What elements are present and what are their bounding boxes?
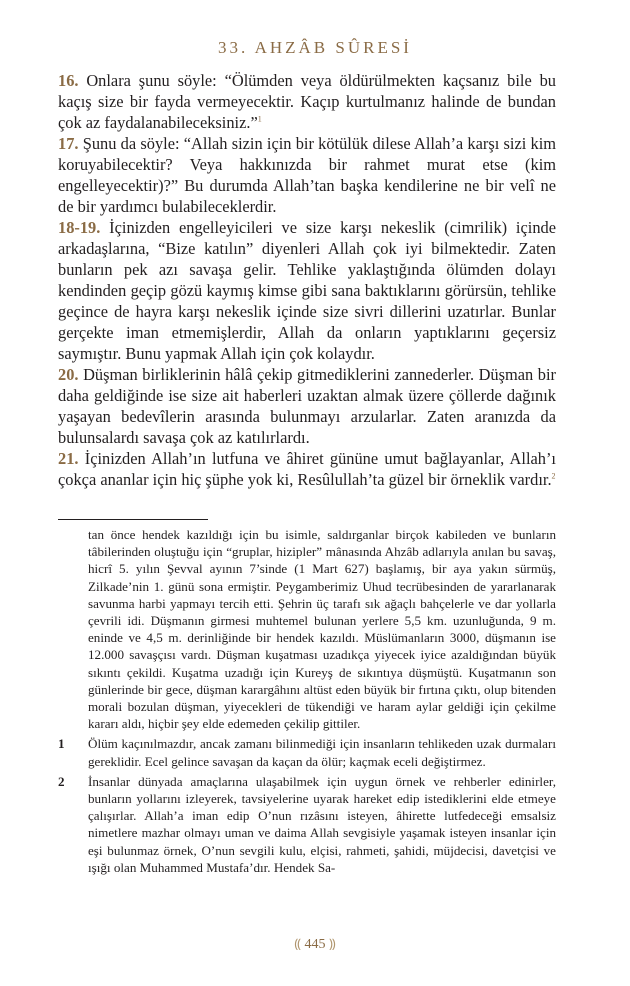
footnote-divider: [58, 519, 208, 520]
page-footer: [0, 934, 630, 953]
footnote-ref[interactable]: 2: [551, 471, 556, 481]
verse-20: [58, 364, 556, 448]
footnote-number: 1: [58, 736, 65, 752]
running-header: 33. AHZÂB SÛRESİ: [218, 38, 412, 57]
verse-16: [58, 70, 556, 133]
ornament-left-icon: ⸨: [294, 936, 301, 951]
verse-number: 18-19.: [58, 218, 101, 237]
verse-number: 20.: [58, 365, 79, 384]
verse-text: İçinizden engelleyicileri ve size karşı nekeslik (cimrilik) içinde arkadaşlarına, “Bize katılın” diyenleri Allah çok iyi bilmektedir. Zaten bunların pek azı savaşa gelir. Tehlike yaklaştığında ölümden dolayı kendinden geçip gözü kaymış kimse gibi sana baktıklarını görürsün, tehlike geçince de hayra karşı nekeslik içinde size sivri dillerini uzatırlar. Bunlar gerçekte iman etmemişlerdir, Allah da onların yaptıklarını geçersiz saymıştır. Bunu yapmak Allah için çok kolaydır.: [58, 218, 556, 363]
footnote-number: 2: [58, 773, 65, 789]
footnote-2: [58, 773, 556, 876]
ornament-right-icon: ⸩: [329, 936, 336, 951]
footnote-1: [58, 735, 556, 769]
footnotes: [58, 526, 556, 876]
footnote-text: Ölüm kaçınılmazdır, ancak zamanı bilinmediği için insanların tehlikeden uzak durmaları gereklidir. Ecel gelince savaşan da kaçan da ölür; kaçmak eceli değiştirmez.: [88, 736, 556, 769]
verse-text: Düşman birliklerinin hâlâ çekip gitmediklerini zannederler. Düşman bir daha geldiğinde ise size ait haberleri uzaktan almak üzere çöllerde dağınık yaşayan bedevîlerin arasında bulunmayı arzularlar. Zaten aranızda da bulunsalardı savaşa çok az katılırlardı.: [58, 365, 556, 447]
verse-number: 17.: [58, 134, 79, 153]
verse-number: 21.: [58, 449, 79, 468]
verse-text: Şunu da söyle: “Allah sizin için bir kötülük dilese Allah’a karşı sizi kim koruyabilecektir? Veya hakkınızda bir rahmet murat etse (kim engelleyecektir)?” Bu durumda Allah’tan başka kendilerine ne bir velî ne de bir yardımcı bulabileceklerdir.: [58, 134, 557, 216]
verse-21: [58, 448, 556, 490]
footnote-text: İnsanlar dünyada amaçlarına ulaşabilmek için uygun örnek ve rehberler edinirler, bunların yollarını izleyerek, tavsiyelerine uyarak hareket edip istediklerini elde etmeye çalışırlar. Allah’a iman edip O’nun rızâsını isteyen, âhirette lutfedeceği emsalsiz nimetlere mazhar olmayı uman ve daima Allah sevgisiyle yaşamak isteyen insanlar için eşi bulunmaz örnek, O’nun sevgili kulu, elçisi, rahmeti, şahidi, müjdecisi, davetçisi ve ışığı olan Muhammed Mustafa’dır. Hendek Sa-: [88, 773, 556, 875]
footnote-ref[interactable]: 1: [257, 114, 262, 124]
page-number: 445: [304, 937, 326, 952]
verse-17: [58, 133, 556, 217]
verse-body: [58, 70, 556, 490]
verse-text: Onlara şunu söyle: “Ölümden veya öldürülmekten kaçsanız bile bu kaçış size bir fayda vermeyecektir. Kaçıp kurtulmanız halinde de bundan çok az faydalanabileceksiniz.”: [58, 71, 556, 132]
verse-number: 16.: [58, 71, 79, 90]
footnote-continuation: tan önce hendek kazıldığı için bu isimle, saldırganlar birçok kabileden ve bunların tâbilerinden oluştuğu için “gruplar, hizipler” mânasında Ahzâb adlarıyla anılan bu savaş, hicrî 5. yılın Şevval ayının 7’sinde (1 Mart 627) başlamış, bir aya yakın sürmüş, Zilkade’nin 1. günü sona ermiştir. Peygamberimiz Uhud tecrübesinden de yararlanarak savunma harbi yapmayı tercih etti. Şehrin üç tarafı sık ağaçlı bahçelerle ve dar yollarla çevrili idi. Düşmanın girmesi muhtemel bulunan yerlere 5,5 km. uzunluğunda, 9 m. eninde ve 4,5 m. derinliğinde bir hendek kazıldı. Müslümanların 3000, düşmanın ise 12.000 savaşçısı vardı. Düşman kuşatması uzadıkça yiyecek iyice azaldığından büyük sıkıntı çekildi. Kuşatma uzadığı için Kureyş de sıkıntıya düşmüştü. Kuşatmanın son günlerinde bir gece, düşman karargâhını altüst eden büyük bir fırtına çıktı, olup bitenden morali bozulan düşman, yiyecekleri de tükendiği ve haram aylar geldiği için çekilme kararı aldı, hiçbir şey elde edemeden çekilip gittiler.: [88, 527, 556, 732]
verse-text: İçinizden Allah’ın lutfuna ve âhiret gününe umut bağlayanlar, Allah’ı çokça ananlar için hiç şüphe yok ki, Resûlullah’ta güzel bir örneklik vardır.: [58, 449, 556, 489]
verse-18-19: [58, 217, 556, 364]
